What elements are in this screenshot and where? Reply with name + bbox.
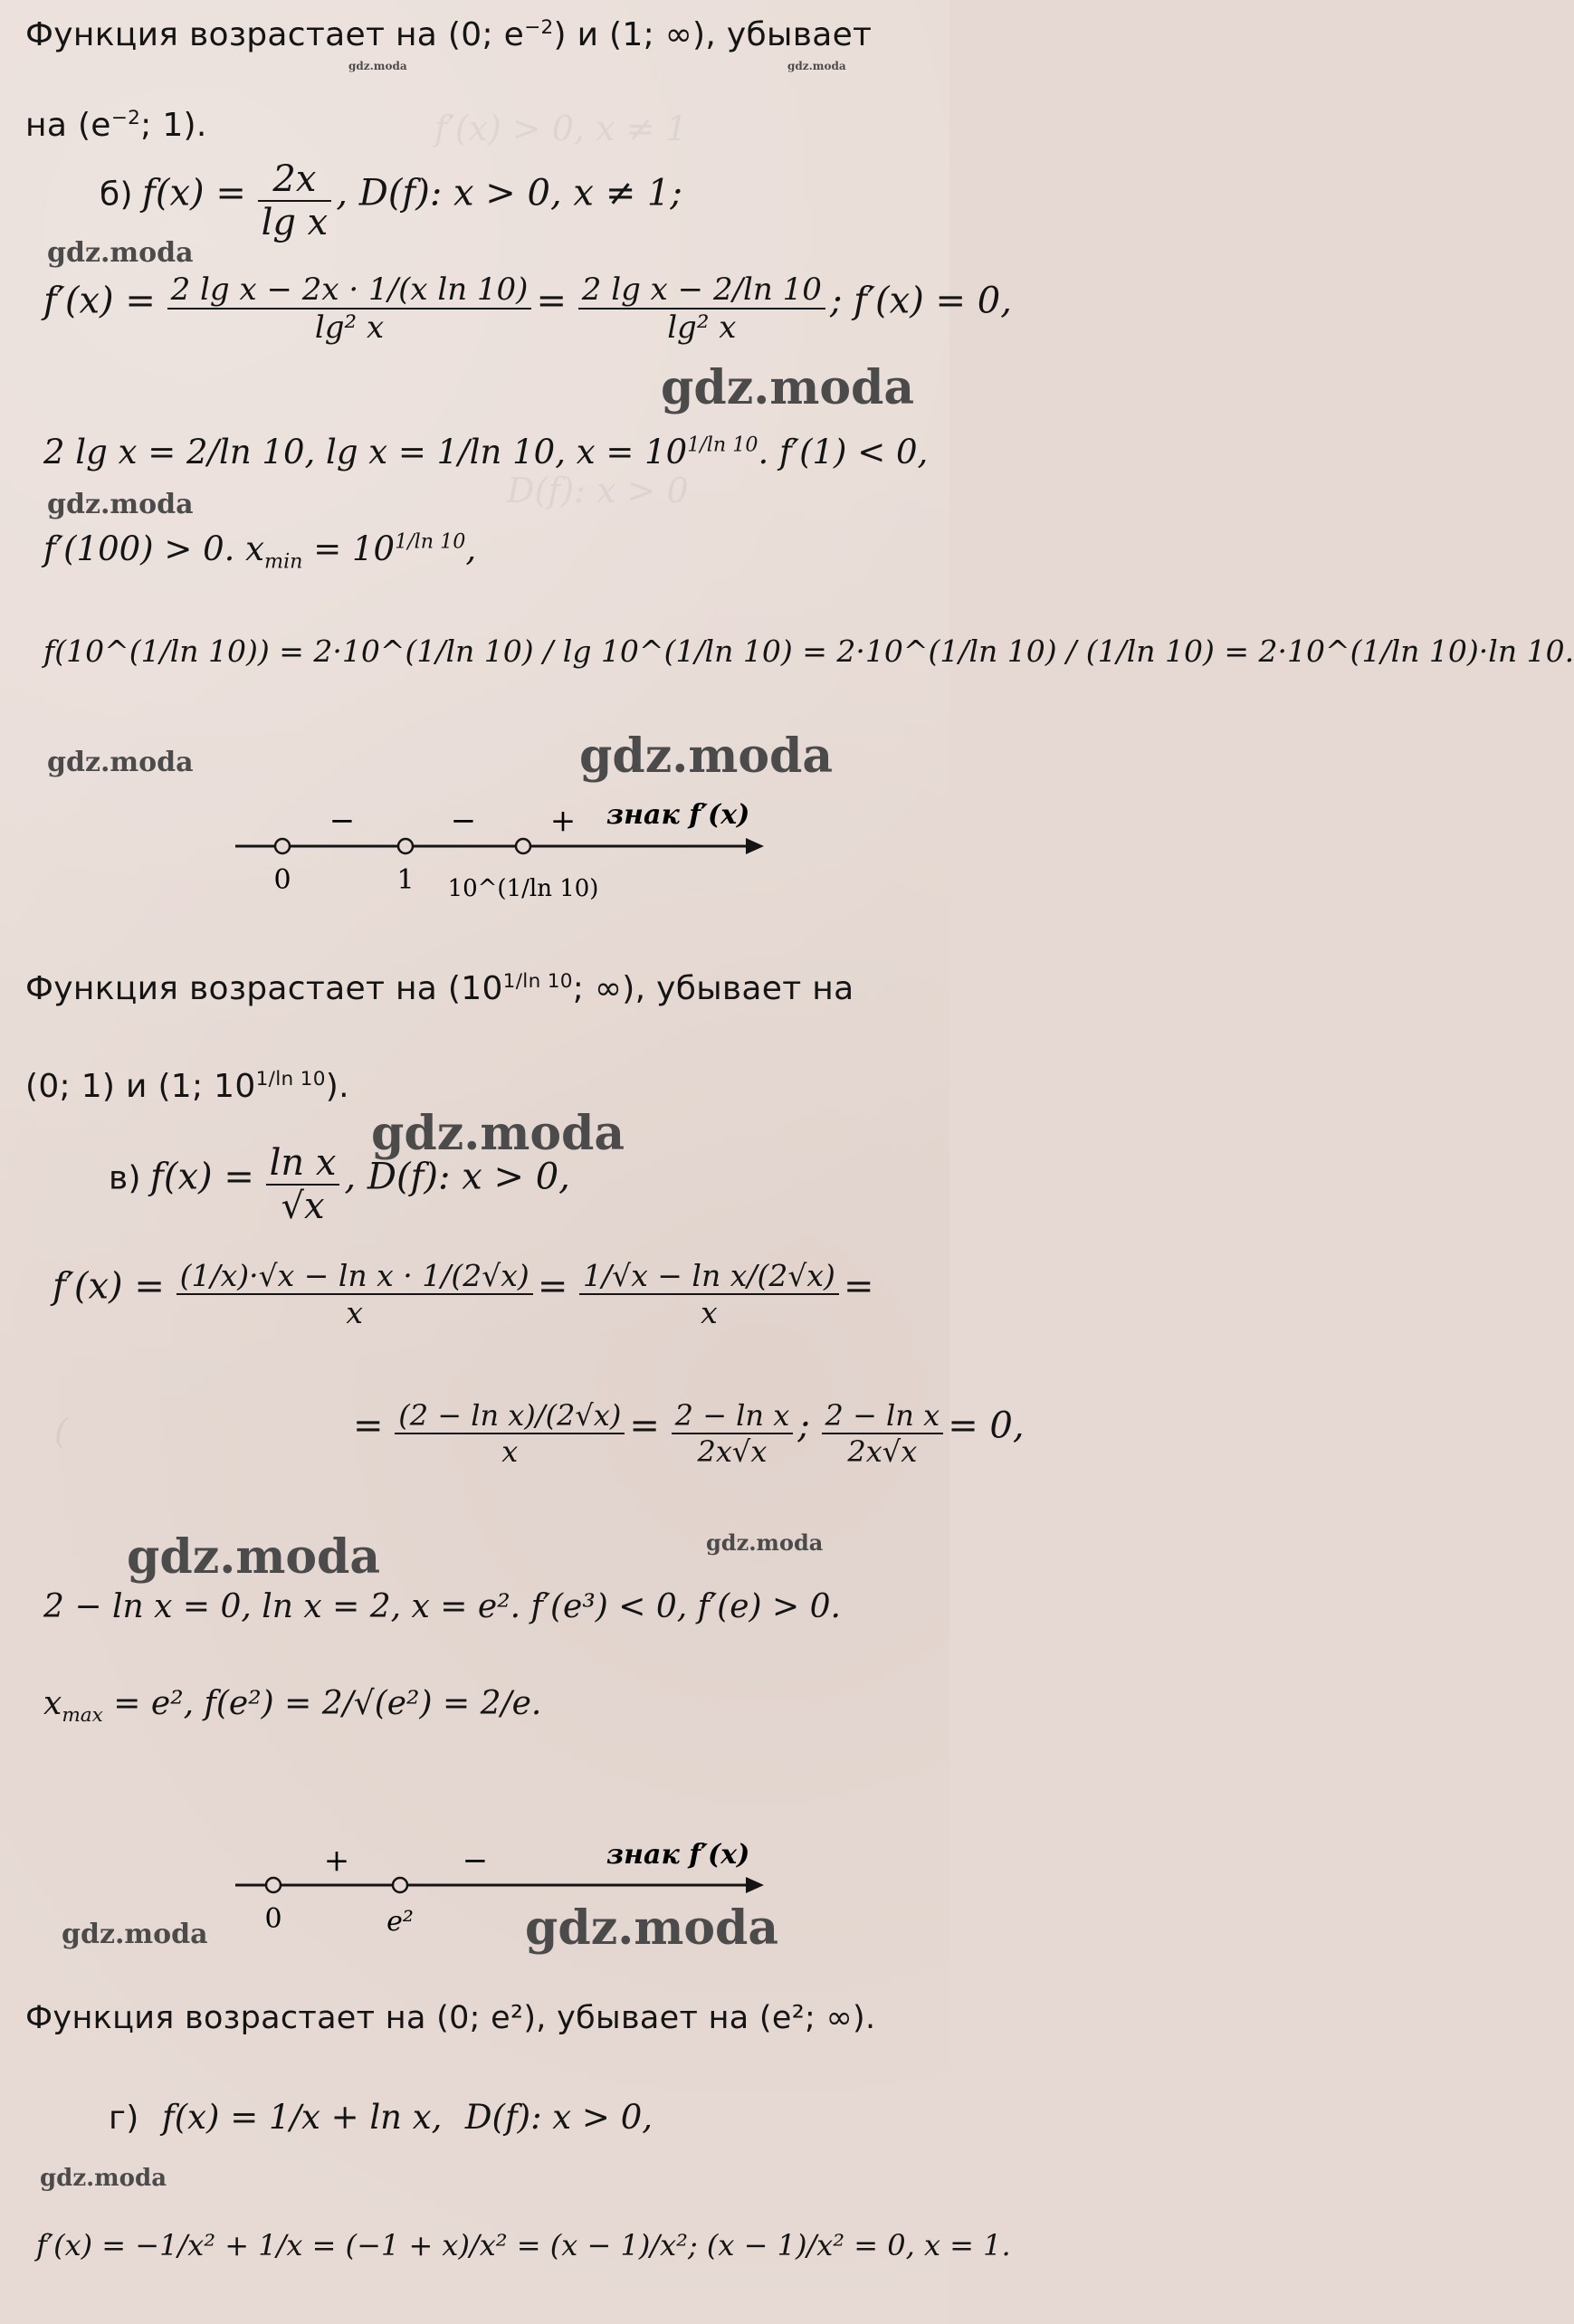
watermark: gdz.moda	[579, 729, 834, 784]
sign-interval-1: +	[323, 1843, 350, 1879]
part-b-function: б) f(x) = $\frac{2x}{\text{lg x}}$ , D(f): x > 0, x ≠ 1;	[100, 158, 682, 243]
point-0	[266, 1878, 281, 1892]
sign-interval-3: +	[549, 803, 577, 839]
sign-axis-1	[217, 796, 778, 923]
point-1	[398, 839, 413, 853]
tick-label-critical: 10^(1/ln 10)	[447, 875, 599, 902]
tick-label-1: 1	[396, 864, 415, 896]
conclusion-b-line-1: Функция возрастает на ($10^{1/ln 10}$; ∞), убывает на	[25, 970, 854, 1007]
watermark: gdz.moda	[62, 1919, 208, 1950]
part-v-critical-point: 2 − ln x = 0, ln x = 2, x = e². f′(e³) < 0, f′(e) > 0.	[43, 1588, 841, 1625]
watermark: gdz.moda	[47, 747, 194, 778]
part-v-maximum: $x_{max} = e^2$, f(e²) = 2/√(e²) = 2/e.	[43, 1685, 542, 1728]
part-b-minimum: f′(100) > 0. $x_{min} = 10^{1/ln 10}$,	[43, 529, 477, 574]
watermark: gdz.moda	[787, 60, 846, 72]
tick-label-0: 0	[273, 864, 291, 896]
conclusion-line-2: на ($e^{-2}$; 1).	[25, 107, 207, 144]
part-v-function: в) f(x) = $\frac{\text{ln x}}{√x}$ , D(f): x > 0,	[109, 1142, 570, 1227]
watermark: gdz.moda	[525, 1900, 779, 1956]
bleed-through: (	[54, 1412, 68, 1452]
point-0	[275, 839, 290, 853]
axis-arrow	[746, 1877, 764, 1893]
watermark: gdz.moda	[371, 1106, 625, 1161]
watermark: gdz.moda	[47, 489, 194, 520]
part-g-derivative: f′(x) = −1/x² + 1/x = (−1 + x)/x² = (x − 1)/x²; (x − 1)/x² = 0, x = 1.	[36, 2228, 1011, 2262]
part-b-derivative: f′(x) = $\frac{\text{2 lg x − 2x · 1/(x ln 10)}}{\text{lg² x}}$ = $\frac{\text{2 lg x − 2/ln 10}}{\text{lg² x}}$ ; f′(x) = 0,	[43, 271, 1012, 346]
tick-label-e-squared: e²	[386, 1906, 414, 1938]
part-g-function: г) f(x) = 1/x + ln x, D(f): x > 0,	[109, 2098, 653, 2137]
watermark: gdz.moda	[127, 1529, 381, 1585]
axis-label: знак f′(x)	[606, 1839, 750, 1871]
part-b-critical-point: 2 lg x = 2/ln 10, lg x = 1/ln 10, $x = 10^{1/ln 10}$. f′(1) < 0,	[43, 433, 929, 471]
watermark: gdz.moda	[661, 360, 915, 415]
point-e-squared	[393, 1878, 407, 1892]
point-critical	[516, 839, 530, 853]
sign-interval-2: −	[450, 803, 477, 839]
bleed-through: D(f): x > 0	[507, 471, 689, 510]
conclusion-b-line-2: (0; 1) и (1; $10^{1/ln 10}$).	[25, 1068, 349, 1105]
watermark: gdz.moda	[706, 1529, 824, 1556]
part-b-minimum-value: f(10^(1/ln 10)) = 2·10^(1/ln 10) / lg 10^(1/ln 10) = 2·10^(1/ln 10) / (1/ln 10) = 2·10^(1/ln 10)·ln 10.	[43, 633, 1574, 669]
tick-label-0: 0	[264, 1903, 282, 1935]
part-v-derivative-2: = $\frac{\text{(2 − ln x)/(2√x)}}{x}$ = $\frac{\text{2 − ln x}}{2x√x}$ ; $\frac{\text{2 − ln x}}{2x√x}$ = 0,	[353, 1398, 1025, 1469]
sign-interval-1: −	[329, 803, 356, 839]
axis-label: знак f′(x)	[606, 799, 750, 831]
axis-arrow	[746, 838, 764, 854]
part-v-derivative-1: f′(x) = $\frac{\text{(1/x)·√x − ln x · 1/(2√x)}}{x}$ = $\frac{\text{1/√x − ln x/(2√x)}}{x}$ =	[52, 1258, 874, 1330]
conclusion-line-1: Функция возрастает на (0; $e^{-2}$) и (1; ∞), убывает	[25, 16, 873, 53]
bleed-through: f′(x) > 0, x ≠ 1	[434, 109, 688, 148]
conclusion-v: Функция возрастает на (0; e²), убывает на (e²; ∞).	[25, 2000, 876, 2036]
watermark: gdz.moda	[47, 237, 194, 269]
sign-interval-2: −	[462, 1843, 489, 1879]
watermark: gdz.moda	[40, 2165, 167, 2192]
watermark: gdz.moda	[348, 60, 407, 72]
